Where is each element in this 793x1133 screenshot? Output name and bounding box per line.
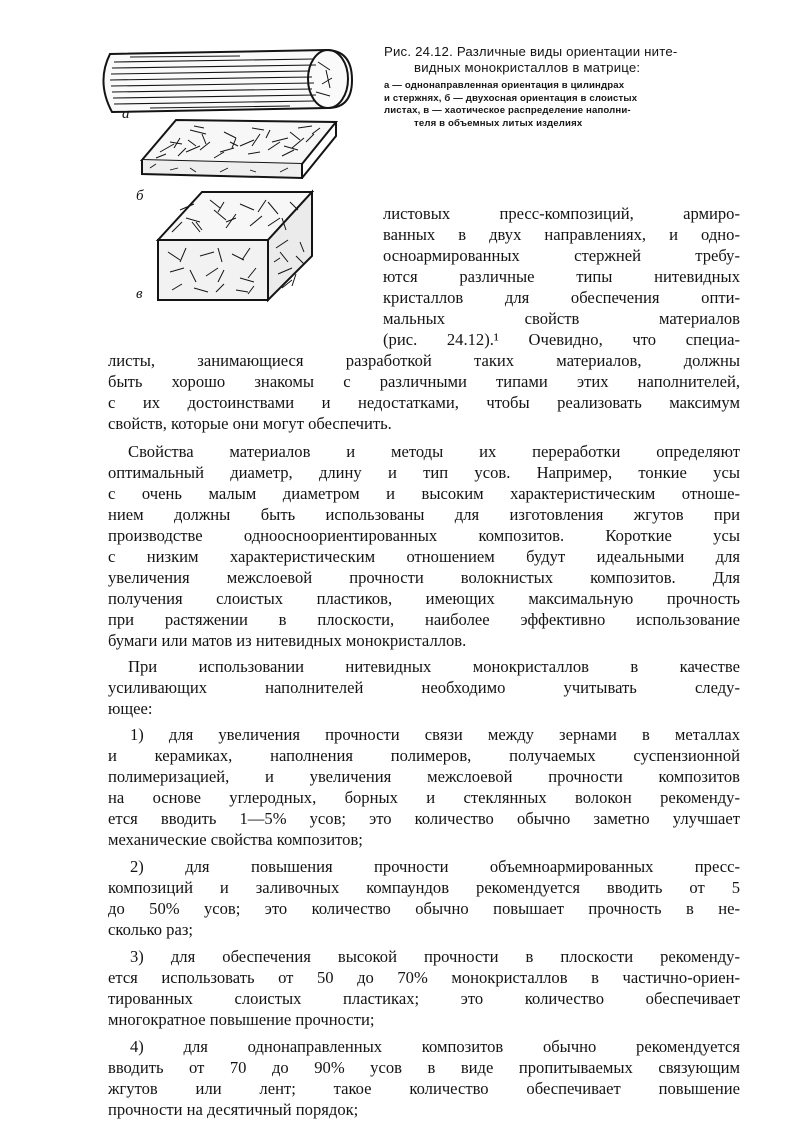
caption-legend-line: листах, в — хаотическое распределение наполни-: [384, 105, 631, 116]
text-line: ются различные типы нитевидных: [383, 267, 740, 286]
sheet-drawing: [142, 120, 336, 178]
figure-24-12: [90, 42, 390, 312]
text-line: производстве одноосноориентированных композитов. Короткие усы: [108, 526, 740, 545]
text-line: сколько раз;: [108, 920, 194, 939]
text-line: ется вводить 1—5% усов; это количество обычно заметно улучшает: [108, 809, 740, 828]
text-line: 4) для однонаправленных композитов обычно рекомендуется: [130, 1037, 740, 1056]
caption-legend-line: и стержнях, б — двухосная ориентация в слоистых: [384, 92, 638, 104]
cylinder-drawing: [103, 50, 352, 112]
text-line: полимеризацией, и увеличения межслоевой прочности композитов: [108, 767, 740, 786]
figure-caption: [384, 44, 744, 130]
whisker-orientation-illustration: [90, 42, 390, 312]
text-line: мальных свойств материалов: [383, 309, 740, 328]
text-line: прочности на десятичный порядок;: [108, 1100, 359, 1119]
text-line: 2) для повышения прочности объемноармированных пресс-: [130, 857, 740, 876]
text-line: до 50% усов; это количество обычно повышает прочность в не-: [108, 899, 740, 918]
text-line: бумаги или матов из нитевидных монокристаллов.: [108, 631, 467, 650]
text-line: Свойства материалов и методы их переработки определяют: [128, 442, 740, 461]
text-line: нием должны быть использованы для изготовления жгутов при: [108, 505, 740, 524]
block-drawing: [158, 192, 312, 300]
caption-legend-line: теля в объемных литых изделиях: [414, 117, 583, 129]
caption-title-line: видных монокристаллов в матрице:: [414, 60, 641, 75]
text-line: (рис. 24.12).¹ Очевидно, что специа-: [383, 330, 740, 349]
text-line: тированных слоистых пластиках; это количество обеспечивает: [108, 989, 740, 1008]
caption-legend: [384, 80, 744, 130]
text-line: композиций и заливочных компаундов рекомендуется вводить от 5: [108, 878, 740, 897]
text-line: осноармированных стержней требу-: [383, 246, 740, 265]
text-line: 1) для увеличения прочности связи между зернами в металлах: [130, 725, 740, 744]
text-line: получения слоистых пластиков, имеющих максимальную прочность: [108, 589, 740, 608]
text-line: с низким характеристическим отношением будут идеальными для: [108, 547, 740, 566]
figure-label-v: в: [136, 286, 143, 302]
text-line: вводить от 70 до 90% усов в виде пропитываемых связующим: [108, 1058, 740, 1077]
text-line: ванных в двух направлениях, и одно-: [383, 225, 740, 244]
text-line: листовых пресс-композиций, армиро-: [383, 204, 740, 223]
text-line: при растяжении в плоскости, наиболее эффективно использование: [108, 610, 740, 629]
text-line: жгутов или лент; такое количество обеспечивает повышение: [108, 1079, 740, 1098]
figure-label-a: а: [122, 106, 130, 122]
text-line: листы, занимающиеся разработкой таких материалов, должны: [108, 351, 740, 370]
text-line: на основе углеродных, борных и стеклянных волокон рекоменду-: [108, 788, 740, 807]
figure-label-b: б: [136, 188, 144, 204]
text-line: оптимальный диаметр, длину и тип усов. Например, тонкие усы: [108, 463, 740, 482]
text-line: При использовании нитевидных монокристаллов в качестве: [128, 657, 740, 676]
text-line: многократное повышение прочности;: [108, 1010, 375, 1029]
text-line: быть хорошо знакомы с различными типами этих наполнителей,: [108, 372, 740, 391]
text-line: кристаллов для обеспечения опти-: [383, 288, 740, 307]
text-line: механические свойства композитов;: [108, 830, 363, 849]
text-line: ющее:: [108, 699, 153, 718]
text-line: с их достоинствами и недостатками, чтобы реализовать максимум: [108, 393, 740, 412]
text-line: 3) для обеспечения высокой прочности в плоскости рекоменду-: [130, 947, 740, 966]
caption-title-line: Рис. 24.12. Различные виды ориентации ните-: [384, 44, 678, 59]
text-line: и керамиках, наполнения полимеров, получаемых суспензионной: [108, 746, 740, 765]
caption-legend-line: а — однонаправленная ориентация в цилиндрах: [384, 80, 625, 91]
text-line: с очень малым диаметром и высоким характеристическим отноше-: [108, 484, 740, 503]
text-line: увеличения межслоевой прочности волокнистых композитов. Для: [108, 568, 740, 587]
text-line: ется использовать от 50 до 70% монокристаллов в частично-ориен-: [108, 968, 740, 987]
text-line: усиливающих наполнителей необходимо учитывать следу-: [108, 678, 740, 697]
caption-title: [384, 44, 744, 76]
text-line: свойств, которые они могут обеспечить.: [108, 414, 392, 433]
